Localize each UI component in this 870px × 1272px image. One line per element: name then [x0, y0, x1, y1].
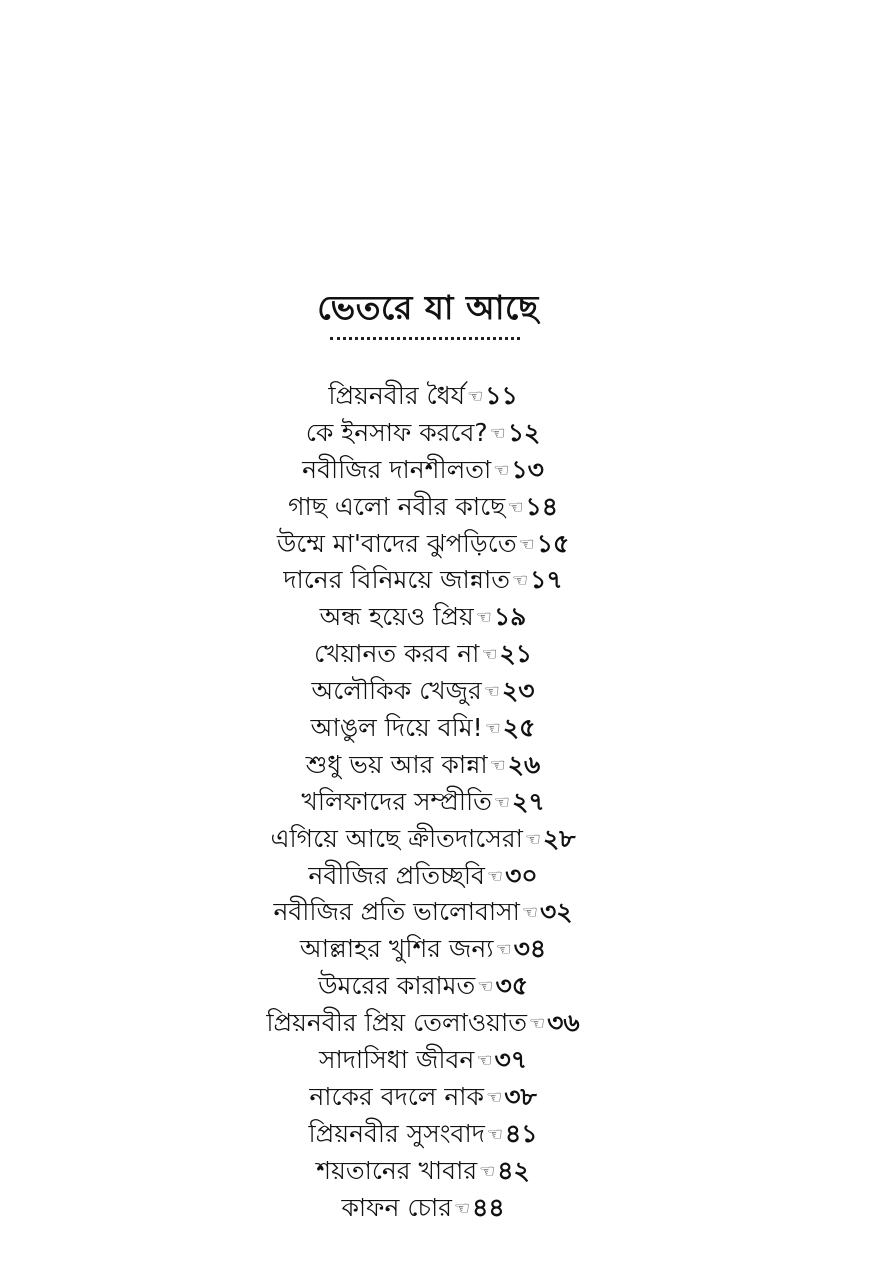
toc-entry-page-number: ২৭ — [512, 786, 545, 816]
toc-entry — [0, 1079, 846, 1116]
contents-heading: ভেতরে যা আছে — [317, 288, 539, 327]
toc-entry-title: কাফন চোর — [341, 1192, 452, 1222]
dotted-divider — [330, 337, 520, 340]
toc-entry-title: অন্ধ হয়েও প্রিয় — [319, 602, 474, 632]
toc-entry-title: শয়তানের খাবার — [316, 1155, 478, 1185]
toc-entry-page-number: ২৬ — [507, 749, 541, 779]
pointing-hand-icon: ☜ — [477, 976, 494, 998]
toc-entry-page-number: ২৮ — [543, 823, 576, 853]
toc-entry-title: শুধু ভয় আর কান্না — [305, 749, 488, 779]
toc-entry-page-number: ৩৫ — [495, 971, 528, 1001]
toc-entry-title: নাকের বদলে নাক — [309, 1081, 485, 1111]
toc-entry-page-number: ৩২ — [540, 897, 573, 927]
toc-entry-title: প্রিয়নবীর ধৈর্য — [328, 381, 466, 410]
pointing-hand-icon: ☜ — [493, 459, 510, 481]
toc-entry-title: উমরের কারামত — [318, 971, 476, 1001]
pointing-hand-icon: ☜ — [521, 902, 539, 924]
toc-entry-title: প্রিয়নবীর সুসংবাদ — [308, 1118, 485, 1148]
toc-entry — [0, 1153, 846, 1190]
toc-entry-title: প্রিয়নবীর প্রিয় তেলাওয়াত — [266, 1008, 527, 1038]
pointing-hand-icon: ☜ — [486, 1123, 503, 1145]
toc-entry — [0, 968, 846, 1005]
toc-entry-page-number: ১২ — [507, 417, 541, 447]
pointing-hand-icon: ☜ — [512, 570, 529, 592]
toc-entry-page-number: ৩৪ — [513, 934, 547, 964]
toc-entry-title: নবীজির দানশীলতা — [302, 454, 492, 484]
toc-entry — [0, 378, 846, 415]
toc-entry-title: অলৌকিক খেজুর — [311, 676, 482, 706]
toc-entry-title: গাছ এলো নবীর কাছে — [288, 491, 506, 521]
pointing-hand-icon: ☜ — [486, 1086, 503, 1108]
pointing-hand-icon: ☜ — [475, 607, 492, 629]
toc-entry — [0, 931, 846, 968]
pointing-hand-icon: ☜ — [493, 791, 511, 813]
pointing-hand-icon: ☜ — [467, 386, 484, 407]
toc-entry-title: দানের বিনিময়ে জান্নাত — [283, 565, 511, 595]
pointing-hand-icon: ☜ — [524, 828, 541, 850]
toc-entry-title: আঙুল দিয়ে বমি! — [310, 713, 483, 743]
toc-entry-title: নবীজির প্রতি ভালোবাসা — [273, 897, 520, 927]
toc-entry-page-number: ১১ — [485, 381, 518, 410]
pointing-hand-icon: ☜ — [489, 422, 506, 444]
toc-entry — [0, 452, 846, 489]
pointing-hand-icon: ☜ — [495, 939, 512, 961]
toc-entry — [0, 784, 846, 821]
toc-entry — [0, 562, 846, 599]
toc-entry — [0, 747, 846, 784]
toc-entry-page-number: ৩৬ — [547, 1008, 580, 1038]
pointing-hand-icon: ☜ — [453, 1197, 471, 1219]
toc-entry-title: আল্লাহর খুশির জন্য — [299, 934, 494, 964]
toc-entry-page-number: ৩৭ — [494, 1045, 528, 1075]
toc-entry-page-number: ১৫ — [536, 528, 570, 558]
toc-entry-title: খলিফাদের সম্প্রীতি — [301, 786, 492, 816]
toc-entry-page-number: ২৫ — [502, 713, 536, 743]
toc-entry-page-number: ৪১ — [505, 1118, 538, 1148]
pointing-hand-icon: ☜ — [484, 718, 501, 740]
pointing-hand-icon: ☜ — [489, 754, 506, 776]
toc-entry-page-number: ১৩ — [511, 454, 544, 484]
toc-entry — [0, 894, 846, 931]
pointing-hand-icon: ☜ — [486, 865, 504, 887]
pointing-hand-icon: ☜ — [479, 1160, 496, 1182]
toc-entry — [0, 526, 846, 563]
toc-entry — [0, 1042, 846, 1079]
toc-entry — [0, 673, 846, 710]
toc-entry-page-number: ৪২ — [497, 1155, 530, 1185]
toc-entry-title: সাদাসিধা জীবন — [318, 1045, 475, 1075]
pointing-hand-icon: ☜ — [518, 533, 535, 555]
toc-entry-title: খেয়ানত করব না — [313, 639, 480, 669]
toc-entry-page-number: ২১ — [499, 639, 533, 669]
toc-entry — [0, 710, 846, 747]
pointing-hand-icon: ☜ — [476, 1050, 493, 1072]
toc-entry-title: এগিয়ে আছে ক্রীতদাসেরা — [270, 823, 523, 853]
contents-list — [0, 378, 846, 1226]
pointing-hand-icon: ☜ — [507, 496, 524, 518]
toc-entry-title: কে ইনসাফ করবে? — [305, 417, 488, 447]
toc-entry — [0, 1116, 846, 1153]
toc-entry-title: উম্মে মা'বাদের ঝুপড়িতে — [276, 528, 517, 558]
toc-entry-page-number: ৪৪ — [472, 1192, 505, 1222]
toc-entry — [0, 1005, 846, 1042]
toc-entry-page-number: ১৯ — [493, 602, 527, 632]
toc-entry — [0, 636, 846, 673]
toc-entry-page-number: ২৩ — [501, 676, 535, 706]
toc-entry-page-number: ১৭ — [530, 565, 563, 595]
toc-entry — [0, 821, 846, 858]
toc-entry — [0, 858, 846, 895]
toc-entry — [0, 489, 846, 526]
pointing-hand-icon: ☜ — [483, 681, 500, 703]
toc-entry — [0, 1190, 846, 1227]
toc-entry-title: নবীজির প্রতিচ্ছবি — [308, 860, 485, 890]
toc-entry-page-number: ১৪ — [525, 491, 558, 521]
toc-entry — [0, 415, 846, 452]
pointing-hand-icon: ☜ — [528, 1013, 546, 1035]
toc-entry-page-number: ৩০ — [505, 860, 538, 890]
pointing-hand-icon: ☜ — [481, 644, 498, 666]
toc-entry — [0, 599, 846, 636]
toc-entry-page-number: ৩৮ — [504, 1081, 537, 1111]
